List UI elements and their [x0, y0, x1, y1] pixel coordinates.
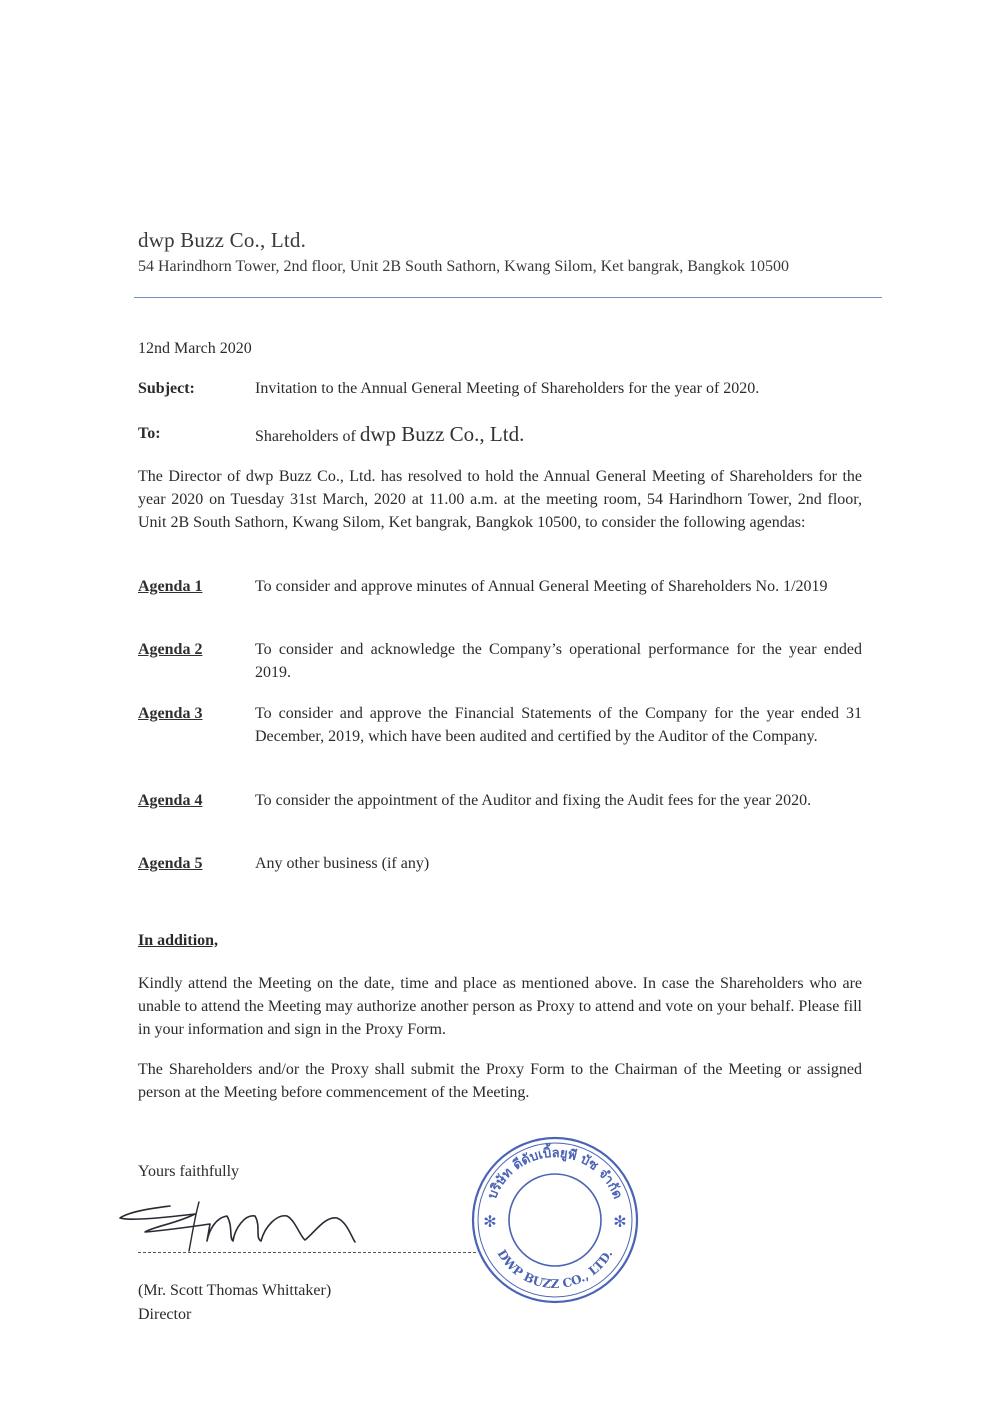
proxy-submission-paragraph: The Shareholders and/or the Proxy shall submit the Proxy Form to the Chairman of the Meeting or assigned person at the Meeting before commencement of the Meeting. — [138, 1061, 862, 1101]
agenda-label: Agenda 4 — [138, 792, 203, 809]
signature-line — [138, 1252, 476, 1253]
agenda-text: To consider and acknowledge the Company’s operational performance for the year ended 2019. — [255, 641, 862, 681]
handwritten-signature — [115, 1196, 365, 1256]
agenda-text: To consider the appointment of the Auditor and fixing the Audit fees for the year 2020. — [255, 792, 812, 809]
addition-heading: In addition, — [138, 932, 219, 949]
to-label: To: — [138, 425, 161, 442]
to-prefix: Shareholders of — [255, 428, 360, 445]
agenda-label: Agenda 3 — [138, 705, 203, 722]
company-seal-stamp — [470, 1135, 640, 1305]
signer-name: (Mr. Scott Thomas Whittaker) — [138, 1282, 332, 1299]
to-company: dwp Buzz Co., Ltd. — [359, 422, 525, 446]
agenda-label: Agenda 1 — [138, 578, 203, 595]
svg-text:✻: ✻ — [613, 1212, 627, 1231]
agenda-text: To consider and approve minutes of Annual General Meeting of Shareholders No. 1/2019 — [255, 578, 828, 595]
letter-date: 12nd March 2020 — [138, 340, 252, 357]
header-divider — [134, 297, 882, 298]
subject-label: Subject: — [138, 380, 195, 397]
intro-paragraph: The Director of dwp Buzz Co., Ltd. has resolved to hold the Annual General Meeting of Shareholders for the year 2020 on Tuesday 31st March, 2020 at 11.00 a.m. at the meeting room, 54 Harindhorn Tower, 2nd floor, Unit 2B South Sathorn, Kwang Silom, Ket bangrak, Bangkok 10500, to consider the following agendas: — [138, 468, 862, 531]
closing-phrase: Yours faithfully — [138, 1163, 240, 1180]
svg-text:✻: ✻ — [483, 1212, 497, 1231]
agenda-label: Agenda 2 — [138, 641, 203, 658]
agenda-label: Agenda 5 — [138, 855, 203, 872]
svg-text:DWP BUZZ CO., LTD.: DWP BUZZ CO., LTD. — [494, 1247, 616, 1292]
signer-title: Director — [138, 1306, 192, 1323]
agenda-text: To consider and approve the Financial Statements of the Company for the year ended 31 December, 2019, which have been audited and certified by the Auditor of the Company. — [255, 705, 862, 745]
svg-text:บริษัท ดีดับเบิ้ลยูพี บัซ จำกั: บริษัท ดีดับเบิ้ลยูพี บัซ จำกัด — [485, 1145, 625, 1202]
company-address: 54 Harindhorn Tower, 2nd floor, Unit 2B South Sathorn, Kwang Silom, Ket bangrak, Bangkok 10500 — [138, 258, 790, 275]
agenda-text: Any other business (if any) — [255, 855, 430, 872]
company-name: dwp Buzz Co., Ltd. — [138, 228, 307, 252]
subject-text: Invitation to the Annual General Meeting of Shareholders for the year of 2020. — [255, 380, 760, 397]
to-recipient — [255, 422, 524, 447]
attendance-paragraph: Kindly attend the Meeting on the date, time and place as mentioned above. In case the Shareholders who are unable to attend the Meeting may authorize another person as Proxy to attend and vote on your behalf. Please fill in your information and sign in the Proxy Form. — [138, 975, 862, 1038]
